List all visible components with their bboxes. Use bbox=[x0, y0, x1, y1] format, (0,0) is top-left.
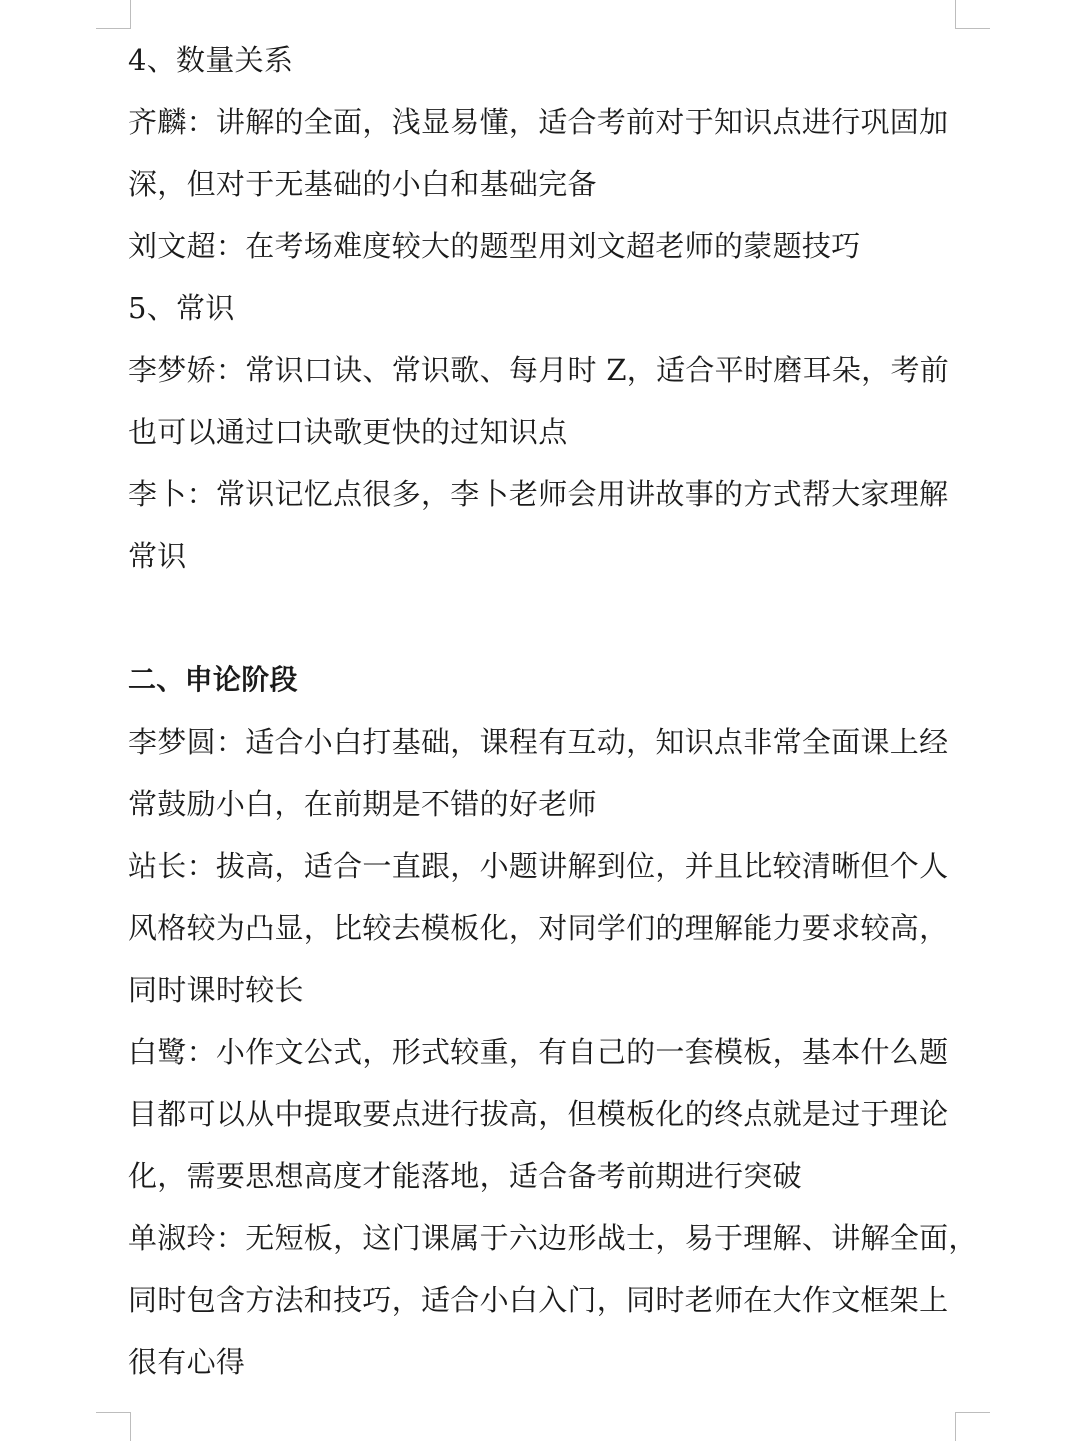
text-line: 同时课时较长 bbox=[128, 973, 304, 1007]
page-corner-mark-top-left bbox=[96, 0, 131, 29]
text-line: 深，但对于无基础的小白和基础完备 bbox=[128, 167, 597, 201]
page-corner-mark-top-right bbox=[955, 0, 990, 29]
text-line: 也可以通过口诀歌更快的过知识点 bbox=[128, 415, 568, 449]
text-line: 齐麟：讲解的全面，浅显易懂，适合考前对于知识点进行巩固加 bbox=[128, 105, 949, 139]
text-line: 目都可以从中提取要点进行拔高，但模板化的终点就是过于理论 bbox=[128, 1097, 949, 1131]
text-line: 单淑玲：无短板，这门课属于六边形战士，易于理解、讲解全面， bbox=[128, 1221, 978, 1255]
text-line: 常识 bbox=[128, 539, 187, 573]
blank-line bbox=[128, 587, 958, 649]
text-line: 刘文超：在考场难度较大的题型用刘文超老师的蒙题技巧 bbox=[128, 229, 861, 263]
document-body bbox=[128, 29, 978, 1393]
text-line: 李梦娇：常识口诀、常识歌、每月时 Z，适合平时磨耳朵，考前 bbox=[128, 353, 950, 387]
page-corner-mark-bottom-left bbox=[96, 1412, 131, 1441]
page-corner-mark-bottom-right bbox=[955, 1412, 990, 1441]
text-line: 很有心得 bbox=[128, 1345, 246, 1379]
text-line: 风格较为凸显，比较去模板化，对同学们的理解能力要求较高， bbox=[128, 911, 949, 945]
section-heading-essay: 二、申论阶段 bbox=[128, 663, 298, 696]
text-line: 同时包含方法和技巧，适合小白入门，同时老师在大作文框架上 bbox=[128, 1283, 949, 1317]
text-line: 李卜：常识记忆点很多，李卜老师会用讲故事的方式帮大家理解 bbox=[128, 477, 949, 511]
subheading-common-sense: 5、常识 bbox=[128, 291, 235, 325]
text-line: 常鼓励小白，在前期是不错的好老师 bbox=[128, 787, 597, 821]
subheading-quantity: 4、数量关系 bbox=[128, 43, 294, 77]
text-line: 站长：拔高，适合一直跟，小题讲解到位，并且比较清晰但个人 bbox=[128, 849, 949, 883]
text-line: 化，需要思想高度才能落地，适合备考前期进行突破 bbox=[128, 1159, 802, 1193]
text-line: 白鹭：小作文公式，形式较重，有自己的一套模板，基本什么题 bbox=[128, 1035, 949, 1069]
text-line: 李梦圆：适合小白打基础，课程有互动，知识点非常全面课上经 bbox=[128, 725, 949, 759]
